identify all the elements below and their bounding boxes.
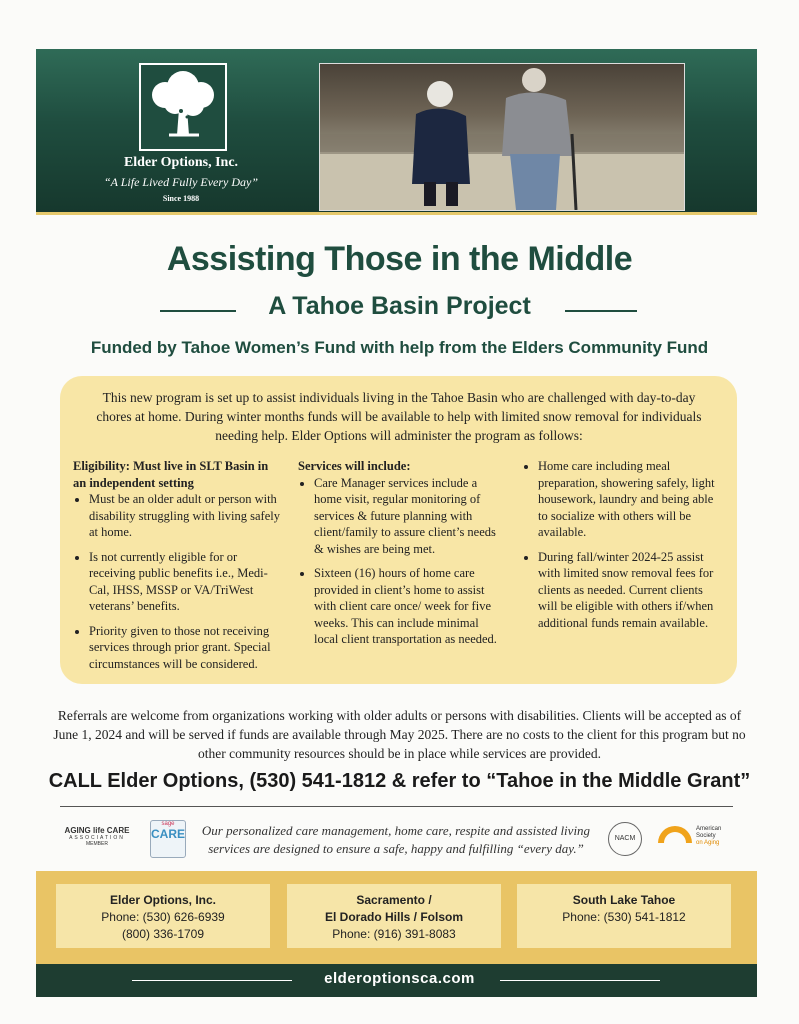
- office-phone-alt: (800) 336-1709: [121, 927, 205, 941]
- funded-by: Funded by Tahoe Women’s Fund with help from the Elders Community Fund: [90, 338, 709, 357]
- aging-logo-member: MEMBER: [86, 841, 108, 847]
- more-services-column: [522, 458, 722, 639]
- elderly-couple-photo: [319, 63, 685, 211]
- aging-logo-text: AGING life CARE: [64, 826, 130, 835]
- org-name: Elder Options, Inc.: [123, 155, 239, 170]
- office-phone: Phone: (916) 391-8083: [332, 927, 456, 941]
- list-item: • Care Manager services include a home visit, regular monitoring of services & future planning with client/family to assure client’s needs & wishes are being met.: [314, 475, 503, 558]
- program-intro: This new program is set up to assist individuals living in the Tahoe Basin who are challenged with day-to-day chores at home. During winter months funds will be available to help with limited snow removal for individuals needing help. Elder Options will administer the program as follows:: [96, 390, 702, 443]
- list-item: • Priority given to those not receiving services through prior grant. Special circumstances will be considered.: [89, 623, 283, 673]
- office-card-south-lake-tahoe: [517, 884, 731, 948]
- care-logo-big: CARE: [151, 827, 186, 841]
- footer-rule-right: [500, 980, 660, 981]
- care-logo-small: sage: [161, 821, 175, 827]
- nacm-logo: NACM: [608, 822, 642, 856]
- aging-life-care-logo: [58, 826, 136, 847]
- asa-arc-icon: [658, 826, 692, 843]
- org-tagline: “A Life Lived Fully Every Day”: [103, 175, 259, 189]
- services-column: [298, 458, 503, 656]
- tree-logo: [139, 63, 227, 151]
- aging-logo-sub: ASSOCIATION: [69, 835, 125, 841]
- office-phone: Phone: (530) 626-6939: [101, 910, 225, 924]
- asa-line-3: on Aging: [696, 840, 720, 846]
- page-subtitle: A Tahoe Basin Project: [268, 292, 531, 320]
- page-title: Assisting Those in the Middle: [166, 240, 633, 278]
- footer-url[interactable]: elderoptionsca.com: [324, 970, 475, 987]
- eligibility-heading: Eligibility: Must live in SLT Basin in an independent setting: [73, 459, 269, 490]
- services-heading: Services will include:: [298, 459, 411, 473]
- promo-line-2: services are designed to ensure a safe, happy and fulfilling “every day.”: [208, 841, 584, 856]
- office-phone: Phone: (530) 541-1812: [562, 910, 686, 924]
- care-logo: [150, 820, 186, 858]
- office-name: Sacramento /: [356, 893, 432, 907]
- office-name: Elder Options, Inc.: [109, 893, 216, 907]
- office-card-sacramento: [287, 884, 501, 948]
- header-banner: [36, 49, 757, 215]
- list-item: • Home care including meal preparation, showering safely, light housework, laundry and being able to socialize with others will be available.: [538, 458, 722, 541]
- office-card-elder-options: [56, 884, 270, 948]
- call-to-action: CALL Elder Options, (530) 541-1812 & refer to “Tahoe in the Middle Grant”: [48, 770, 751, 792]
- subtitle-rule-right: [565, 310, 637, 312]
- list-item: • Is not currently eligible for or receiving public benefits i.e., Medi-Cal, IHSS, MSSP or VA/TriWest veterans’ benefits.: [89, 549, 283, 615]
- promo-line-1: Our personalized care management, home care, respite and assisted living: [201, 823, 591, 838]
- divider: [60, 806, 733, 807]
- asa-line-1: American: [696, 826, 722, 832]
- org-since: Since 1988: [162, 194, 200, 203]
- asa-line-2: Society: [696, 833, 716, 839]
- office-name: South Lake Tahoe: [572, 893, 676, 907]
- asa-logo: [696, 826, 721, 847]
- promo-text: [196, 822, 596, 858]
- list-item: • Sixteen (16) hours of home care provided in client’s home to assist with client care once/ week for five weeks. This can include minimal local client transportation as needed.: [314, 565, 503, 648]
- list-item: • Must be an older adult or person with disability struggling with living safely at home.: [89, 491, 283, 541]
- referrals-text: Referrals are welcome from organizations working with older adults or persons with disabilities. Clients will be accepted as of June 1, 2024 and will be served if funds are available through May 2025. There are no costs to the client for this program but no other community resources should be in place while services are provided.: [53, 708, 746, 761]
- list-item: • During fall/winter 2024-25 assist with limited snow removal fees for clients as needed. Current clients will be eligible with others if/when additional funds remain available.: [538, 549, 722, 632]
- tree-icon: [141, 65, 225, 149]
- eligibility-column: [73, 458, 283, 680]
- office-name-2: El Dorado Hills / Folsom: [324, 910, 464, 924]
